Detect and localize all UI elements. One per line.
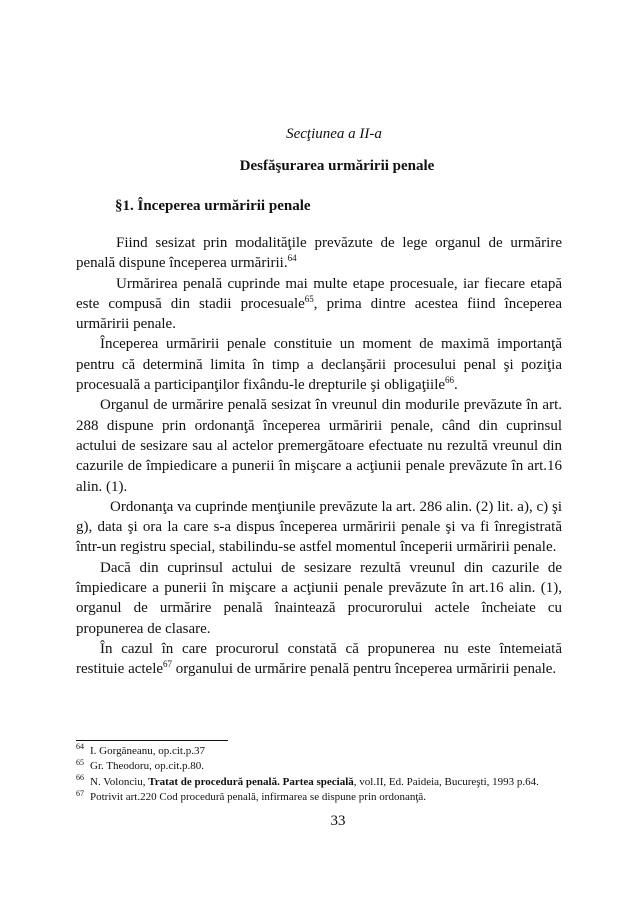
paragraph-text: Urmărirea penală cuprinde mai multe etape procesuale, iar fiecare etapă este compusă din stadii procesuale	[76, 275, 562, 312]
section-label: Secţiunea a II-a	[286, 126, 382, 142]
footnote-number: 64	[76, 742, 84, 752]
paragraph-text: În cazul în care procurorul constată că propunerea nu este întemeiată restituie actele	[76, 640, 562, 678]
paragraph-6	[76, 558, 562, 639]
footnote-text: , vol.II, Ed. Paideia, Bucureşti, 1993 p.64.	[353, 775, 539, 788]
footnote-text: Gr. Theodoru, op.cit.p.80.	[90, 760, 205, 773]
paragraph-3	[76, 334, 562, 395]
paragraph-text: Dacă din cuprinsul actului de sesizare rezultă vreunul din cazurile de împiedicare a punerii în mişcare a acţiunii penale prevăzute în art.16 alin. (1), organul de urmărire penală înaintează procurorului actele încheiate cu propunerea de clasare.	[76, 559, 562, 637]
paragraph-text: , prima dintre acestea fiind începerea urmăririi penale.	[76, 295, 562, 333]
footnote-ref: 67	[163, 659, 173, 670]
footnote-text: N. Volonciu,	[90, 775, 149, 788]
footnote-66	[76, 775, 562, 790]
paragraph-text: Începerea urmăririi penale constituie un moment de maximă importanţă pentru că determină limita în timp a declanşării procesului penal şi poziţia procesuală a participanţilor fixându-le drepturile şi obligaţiile	[76, 336, 562, 394]
footnote-separator	[76, 740, 228, 741]
paragraph-7	[76, 639, 562, 680]
footnote-number: 66	[76, 773, 84, 783]
footnotes	[76, 744, 562, 806]
paragraph-text: organului de urmărire penală pentru începerea urmăririi penale.	[172, 661, 557, 678]
footnote-book-title: Tratat de procedură penală. Partea specială	[148, 775, 354, 788]
footnote-number: 65	[76, 757, 84, 767]
footnote-number: 67	[76, 788, 84, 798]
paragraph-4	[76, 395, 562, 496]
paragraph-text: Ordonanţa va cuprinde menţiunile prevăzute la art. 286 alin. (2) lit. a), c) şi g), data şi ora la care s-a dispus începerea urmăririi penale şi va fi înregistrată într-un registru special, stabilindu-se astfel momentul începerii urmăririi penale.	[76, 498, 562, 556]
paragraph-text: Organul de urmărire penală sesizat în vreunul din modurile prevăzute în art. 288 dispune prin ordonanţă începerea urmăririi penale, când din cuprinsul actului de sesizare sau al actelor premergătoare efectuate nu rezultă vreunul din cazurile de împiedicare a punerii în mişcare a acţiunii penale prevăzute în art.16 alin. (1).	[76, 397, 562, 495]
paragraph-text: Fiind sesizat prin modalităţile prevăzute de lege organul de urmărire penală dispune începerea urmăririi.	[76, 235, 562, 272]
paragraph-1	[76, 233, 562, 274]
footnote-67	[76, 790, 562, 805]
footnote-ref: 66	[445, 375, 455, 386]
page-number: 33	[330, 813, 346, 829]
footnote-text: I. Gorgăneanu, op.cit.p.37	[90, 745, 205, 757]
footnote-ref: 64	[287, 253, 297, 264]
footnote-ref: 65	[304, 293, 314, 304]
body-text	[76, 233, 562, 680]
paragraph-text: .	[454, 377, 458, 394]
paragraph-5	[76, 497, 562, 558]
footnote-65	[76, 759, 562, 774]
paragraph-2	[76, 274, 562, 335]
footnote-64	[76, 744, 562, 759]
chapter-title: Desfăşurarea urmăririi penale	[239, 158, 435, 174]
subsection-title: §1. Începerea urmăririi penale	[115, 198, 311, 214]
footnote-text: Potrivit art.220 Cod procedură penală, infirmarea se dispune prin ordonanţă.	[90, 791, 427, 804]
